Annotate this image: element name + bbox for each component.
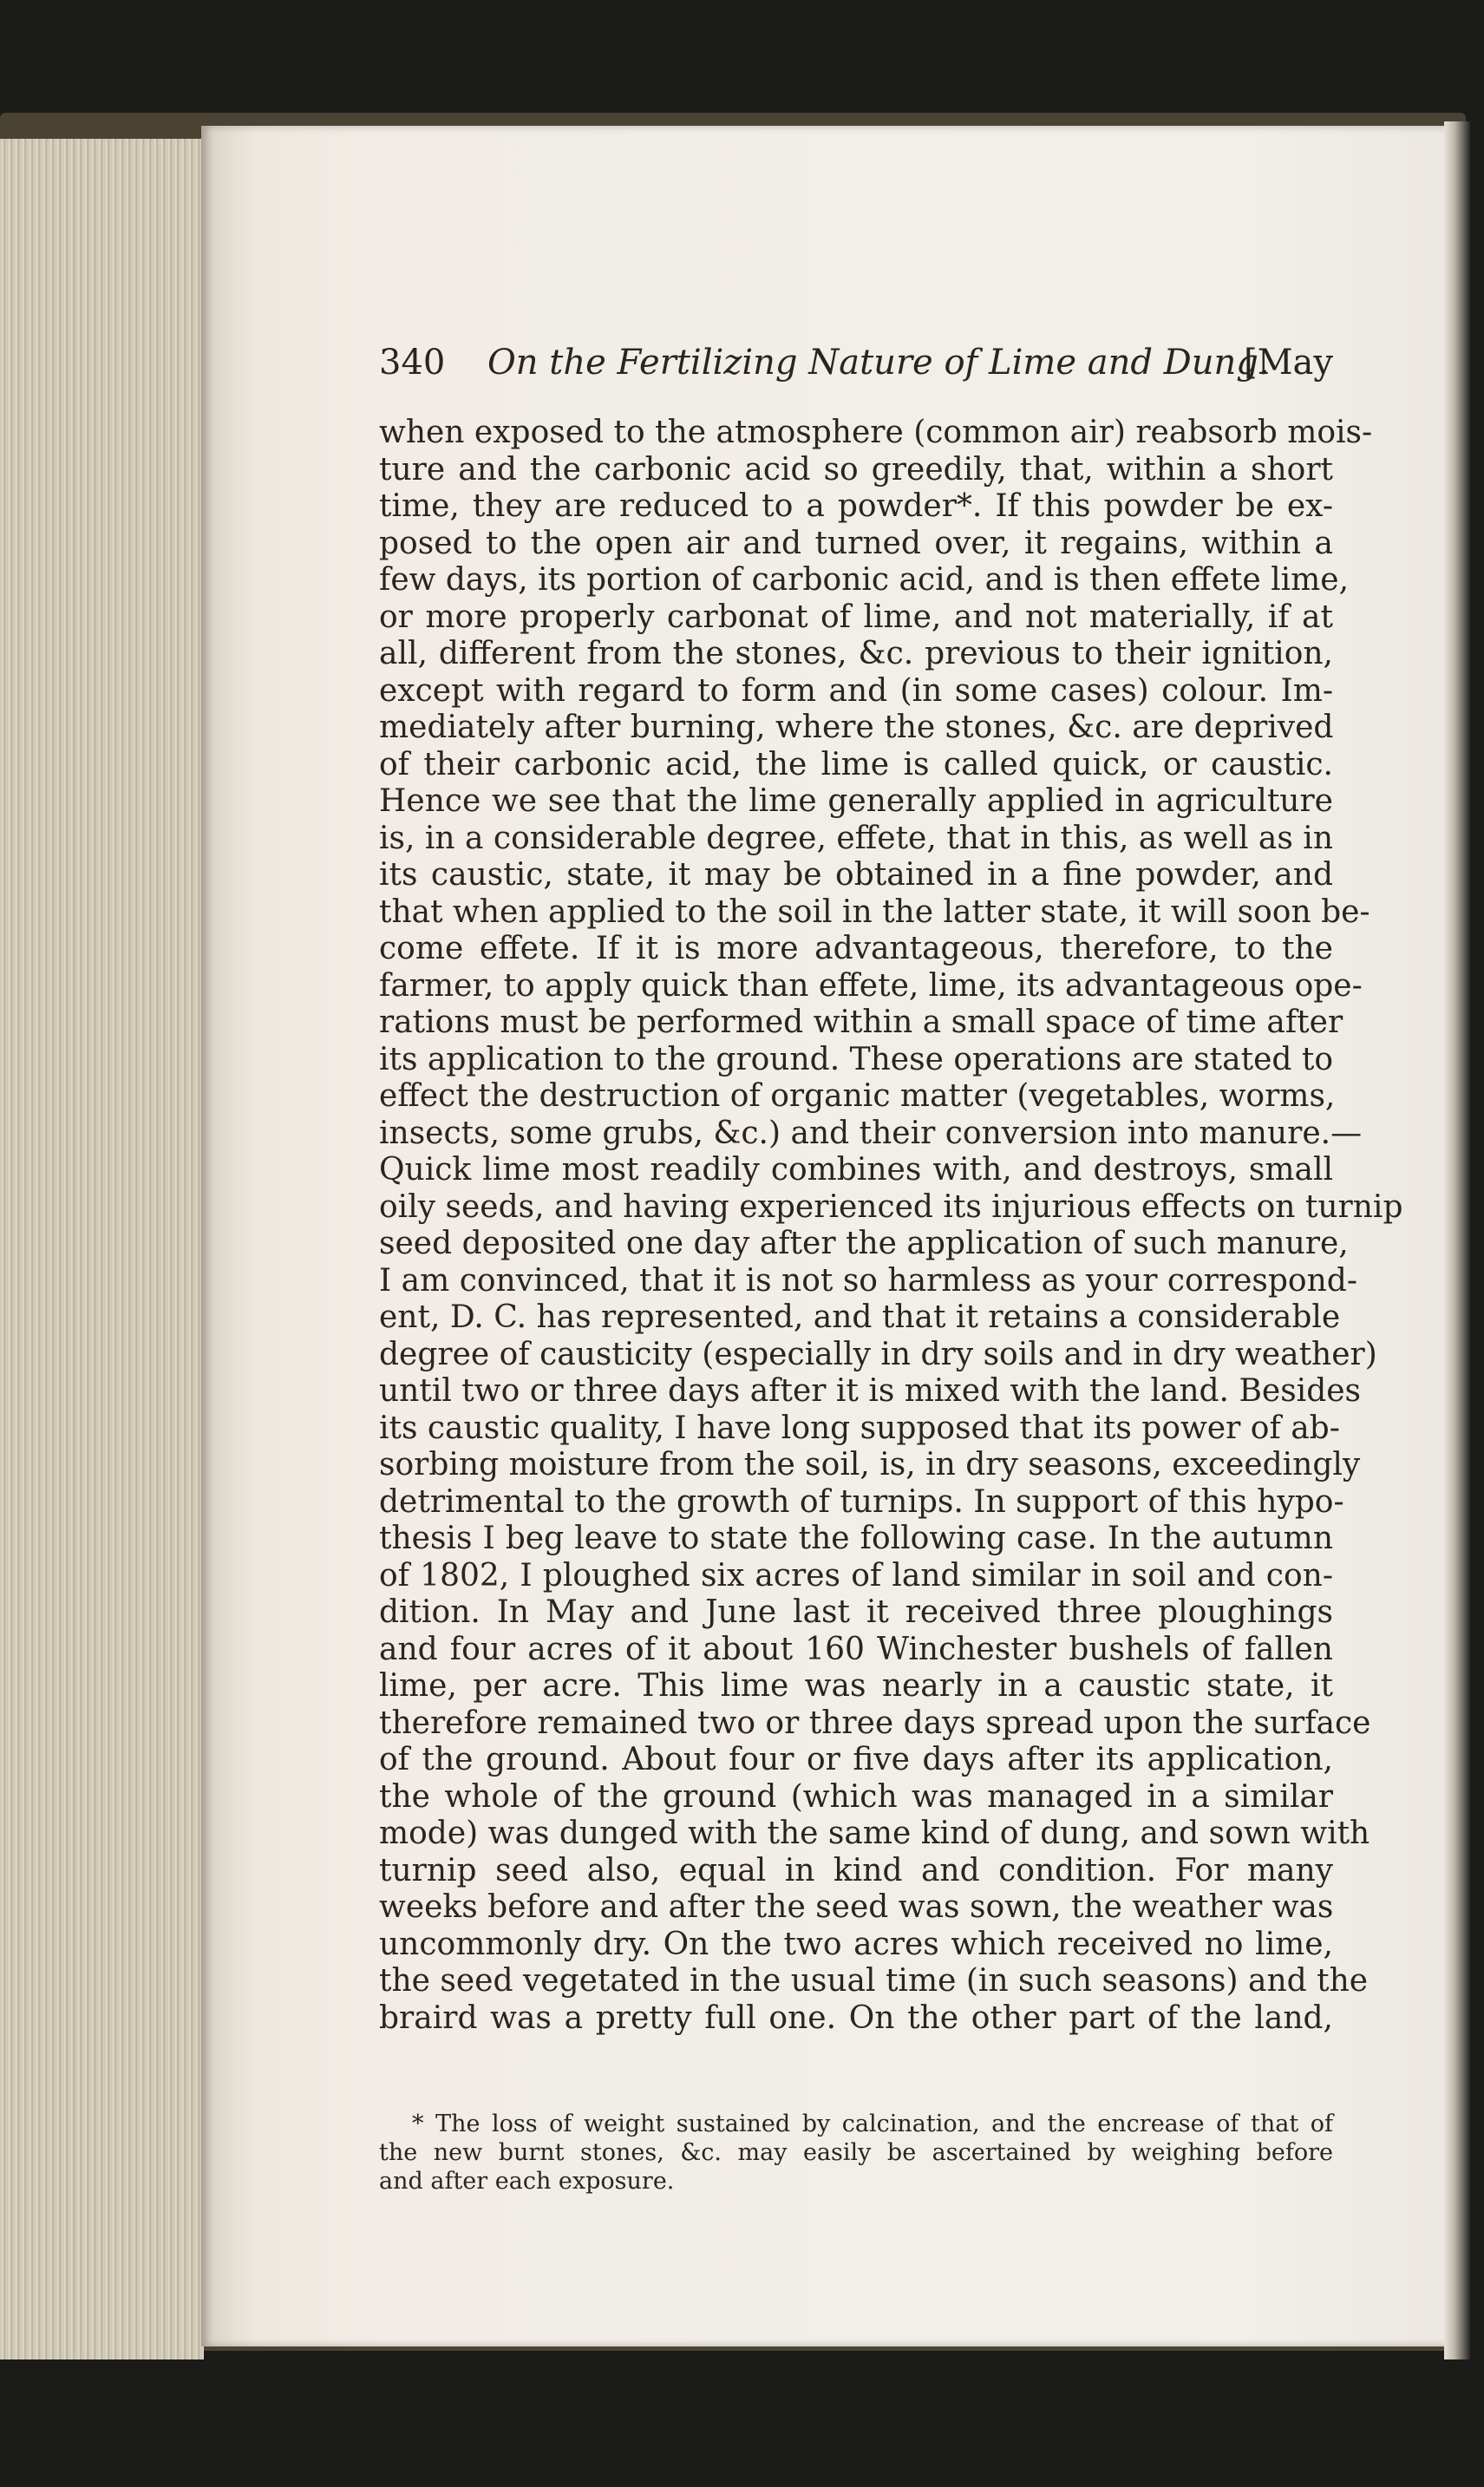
text-line: turnip seed also, equal in kind and condition. For many xyxy=(379,1852,1333,1888)
text-line: and four acres of it about 160 Winchester bushels of fallen xyxy=(379,1631,1333,1667)
text-line: thesis I beg leave to state the following case. In the autumn xyxy=(379,1521,1333,1556)
text-line: ent, D. C. has represented, and that it retains a considerable xyxy=(379,1299,1341,1335)
text-line: the seed vegetated in the usual time (in such seasons) and the xyxy=(379,1963,1369,1999)
text-line: is, in a considerable degree, effete, that in this, as well as in xyxy=(379,820,1333,856)
text-line: time, they are reduced to a powder*. If this powder be ex- xyxy=(379,488,1333,524)
text-line: mode) was dunged with the same kind of dung, and sown with xyxy=(379,1816,1370,1851)
text-line: when exposed to the atmosphere (common air) reabsorb mois- xyxy=(379,415,1373,450)
text-line: detrimental to the growth of turnips. In support of this hypo- xyxy=(379,1483,1344,1520)
text-line: its caustic quality, I have long supposed that its power of ab- xyxy=(379,1410,1340,1446)
footnote-line: and after each exposure. xyxy=(379,2168,675,2195)
text-line: until two or three days after it is mixed with the land. Besides xyxy=(379,1373,1362,1409)
text-line: rations must be performed within a small space of time after xyxy=(379,1005,1343,1040)
text-line: few days, its portion of carbonic acid, and is then effete lime, xyxy=(379,562,1350,598)
body-text xyxy=(379,415,1403,2037)
running-header xyxy=(379,343,1333,395)
text-line: its caustic, state, it may be obtained in a fine powder, and xyxy=(379,857,1333,893)
footnote xyxy=(379,2110,1333,2196)
text-line: the whole of the ground (which was managed in a similar xyxy=(379,1778,1333,1815)
page-number: 340 xyxy=(379,343,446,383)
text-line: dition. In May and June last it received three ploughings xyxy=(379,1594,1333,1630)
page-edges xyxy=(0,139,204,2359)
text-line: therefore remained two or three days spread upon the surface xyxy=(379,1705,1371,1741)
text-line: all, different from the stones, &c. previous to their ignition, xyxy=(379,636,1333,671)
text-line: mediately after burning, where the stones, &c. are deprived xyxy=(379,710,1334,745)
text-line: I am convinced, that it is not so harmless as your correspond- xyxy=(379,1262,1357,1299)
text-line: seed deposited one day after the application of such manure, xyxy=(379,1226,1349,1261)
text-line: posed to the open air and turned over, it regains, within a xyxy=(379,525,1333,561)
text-line: effect the destruction of organic matter (vegetables, worms, xyxy=(379,1078,1336,1114)
text-line: braird was a pretty full one. On the other part of the land, xyxy=(379,1999,1333,2036)
text-line: insects, some grubs, &c.) and their conversion into manure.— xyxy=(379,1115,1363,1151)
text-line: except with regard to form and (in some cases) colour. Im- xyxy=(379,672,1333,709)
text-line: or more properly carbonat of lime, and not materially, if at xyxy=(379,599,1333,635)
footnote-line: the new burnt stones, &c. may easily be ascertained by weighing before xyxy=(379,2139,1333,2166)
text-line: oily seeds, and having experienced its injurious effects on turnip xyxy=(379,1188,1403,1225)
text-line: uncommonly dry. On the two acres which received no lime, xyxy=(379,1926,1333,1962)
text-line: that when applied to the soil in the latter state, it will soon be- xyxy=(379,893,1370,930)
text-line: degree of causticity (especially in dry soils and in dry weather) xyxy=(379,1336,1377,1372)
text-line: come effete. If it is more advantageous, therefore, to the xyxy=(379,931,1333,966)
text-line: Quick lime most readily combines with, and destroys, small xyxy=(379,1152,1333,1188)
text-line: Hence we see that the lime generally applied in agriculture xyxy=(379,783,1333,819)
text-line: farmer, to apply quick than effete, lime, its advantageous ope- xyxy=(379,967,1363,1004)
page-gutter xyxy=(1444,121,1470,2359)
text-line: sorbing moisture from the soil, is, in dry seasons, exceedingly xyxy=(379,1447,1361,1482)
text-line: of 1802, I ploughed six acres of land similar in soil and con- xyxy=(379,1557,1333,1594)
footnote-line: * The loss of weight sustained by calcination, and the encrease of that of xyxy=(412,2111,1333,2137)
text-line: of their carbonic acid, the lime is called quick, or caustic. xyxy=(379,746,1333,782)
text-line: its application to the ground. These operations are stated to xyxy=(379,1041,1334,1077)
text-line: of the ground. About four or five days after its application, xyxy=(379,1742,1333,1777)
text-line: ture and the carbonic acid so greedily, that, within a short xyxy=(379,451,1333,488)
running-month: [May xyxy=(1243,343,1333,383)
running-title: On the Fertilizing Nature of Lime and Dung. xyxy=(487,343,1270,383)
text-line: weeks before and after the seed was sown, the weather was xyxy=(379,1889,1334,1925)
text-line: lime, per acre. This lime was nearly in a caustic state, it xyxy=(379,1668,1333,1704)
